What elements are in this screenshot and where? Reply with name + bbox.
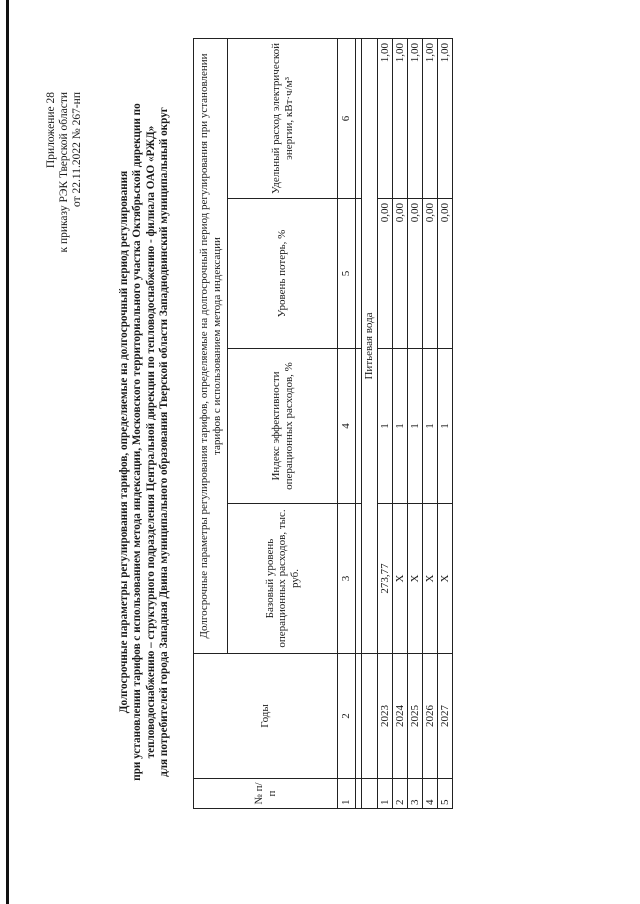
column-number-row	[338, 38, 356, 808]
title-line: при установлении тарифов с использованием метода индексации, Московского территориального участка Октябрьской дирекции по	[131, 103, 144, 781]
appendix-line: от 22.11.2022 № 267-нп	[71, 92, 83, 207]
cell-year: 2027	[438, 654, 453, 779]
cell-year: 2023	[378, 654, 393, 779]
cell-year: 2024	[393, 654, 408, 779]
cell-num: 5	[438, 779, 453, 809]
column-number: 3	[338, 504, 356, 654]
header-efficiency-index: Индекс эффективности операционных расходов, %	[228, 349, 338, 504]
title-line: для потребителей города Западная Двина муниципального образования Тверской области Западнодвинский муниципальный округ	[157, 107, 170, 777]
cell-index: 1	[438, 349, 453, 504]
column-number: 4	[338, 349, 356, 504]
cell-energy: 1,00	[408, 38, 423, 198]
header-num: № п/п	[194, 779, 338, 809]
cell-loss: 0,00	[423, 199, 438, 349]
column-number: 5	[338, 199, 356, 349]
cell-base: Х	[438, 504, 453, 654]
cell-energy: 1,00	[423, 38, 438, 198]
cell-base: Х	[408, 504, 423, 654]
cell-loss: 0,00	[408, 199, 423, 349]
cell-year: 2025	[408, 654, 423, 779]
cell-year: 2026	[423, 654, 438, 779]
table-row	[393, 38, 408, 808]
header-years: Годы	[194, 654, 338, 779]
parameters-table	[193, 38, 453, 809]
cell-index: 1	[393, 349, 408, 504]
cell-energy: 1,00	[438, 38, 453, 198]
cell-num: 1	[378, 779, 393, 809]
column-number: 2	[338, 654, 356, 779]
cell-base: 273,77	[378, 504, 393, 654]
appendix-note	[45, 92, 84, 332]
column-number: 6	[338, 38, 356, 198]
table-row	[438, 38, 453, 808]
header-group: Долгосрочные параметры регулирования тарифов, определяемые на долгосрочный период регулирования при установлении тарифов с использованием метода индексации	[194, 38, 228, 653]
cell-index: 1	[408, 349, 423, 504]
table-row	[378, 38, 393, 808]
cell-base: Х	[423, 504, 438, 654]
group-label: Питьевая вода	[362, 38, 378, 653]
appendix-line: Приложение 28	[45, 92, 57, 169]
cell-base: Х	[393, 504, 408, 654]
cell-loss: 0,00	[378, 199, 393, 349]
header-row	[194, 38, 228, 808]
cell-loss: 0,00	[438, 199, 453, 349]
cell-energy: 1,00	[378, 38, 393, 198]
column-number: 1	[338, 779, 356, 809]
title-line: Долгосрочные параметры регулирования тарифов, определяемые на долгосрочный период регулирования	[118, 170, 130, 714]
header-energy-consumption: Удельный расход электрической энергии, кВт·ч/м³	[228, 38, 338, 198]
document-title	[118, 62, 171, 822]
cell-num: 2	[393, 779, 408, 809]
cell-index: 1	[378, 349, 393, 504]
table-row	[408, 38, 423, 808]
table-row	[423, 38, 438, 808]
cell-index: 1	[423, 349, 438, 504]
group-row	[362, 38, 378, 808]
appendix-line: к приказу РЭК Тверской области	[58, 92, 70, 253]
title-line: тепловодоснабжению – структурного подразделения Центральной дирекции по тепловодоснабжению - филиала ОАО «РЖД»	[144, 125, 157, 759]
cell-num: 3	[408, 779, 423, 809]
cell-loss: 0,00	[393, 199, 408, 349]
header-loss-level: Уровень потерь, %	[228, 199, 338, 349]
cell-energy: 1,00	[393, 38, 408, 198]
header-base-level: Базовый уровень операционных расходов, тыс. руб.	[228, 504, 338, 654]
cell-num: 4	[423, 779, 438, 809]
